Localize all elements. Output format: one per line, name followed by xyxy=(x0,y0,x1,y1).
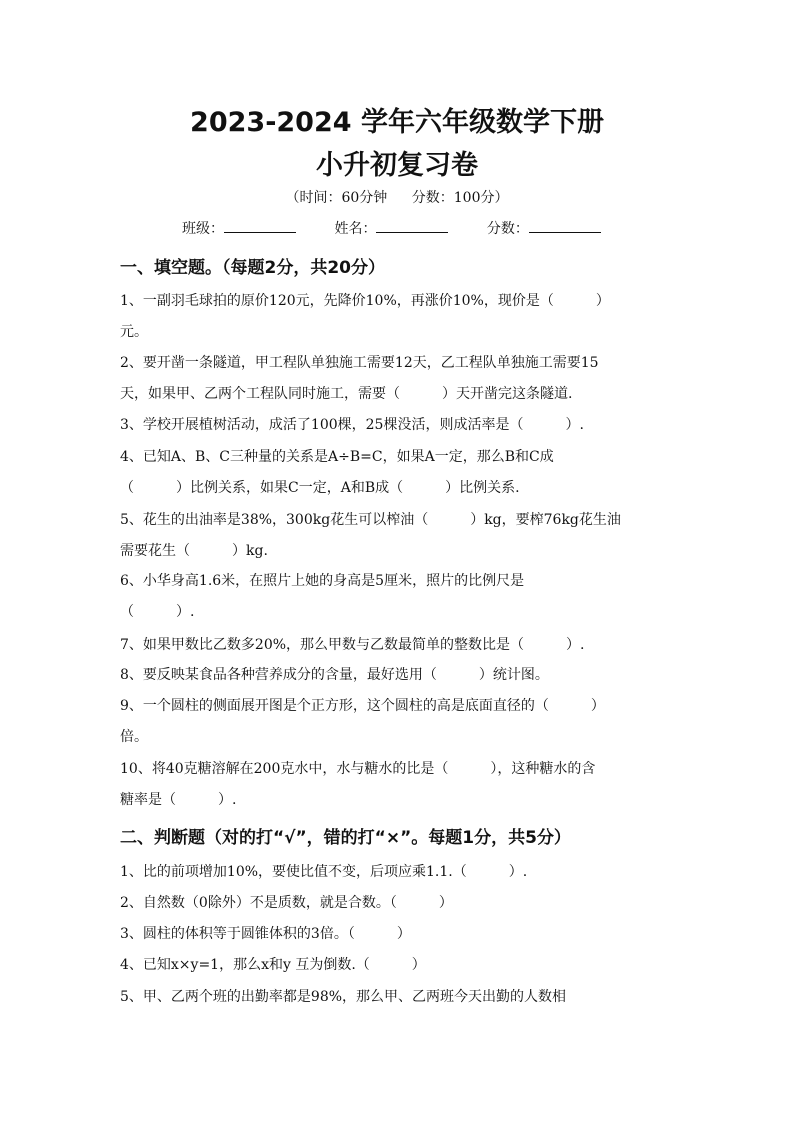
question-line: 10、将40克糖溶解在200克水中，水与糖水的比是（ ），这种糖水的含 xyxy=(120,761,596,777)
question-line: 6、小华身高1.6米，在照片上她的身高是5厘米，照片的比例尺是 xyxy=(120,573,525,589)
exam-title: 2023-2024 学年六年级数学下册 xyxy=(190,107,604,138)
question-line: 7、如果甲数比乙数多20%，那么甲数与乙数最简单的整数比是（ ）. xyxy=(120,637,585,653)
name-blank[interactable] xyxy=(376,218,448,233)
question-line: 需要花生（ ）kg. xyxy=(120,543,268,559)
score-blank[interactable] xyxy=(529,218,601,233)
question-line: 5、花生的出油率是38%，300kg花生可以榨油（ ）kg，要榨76kg花生油 xyxy=(120,512,621,528)
question-line: 2、自然数（0除外）不是质数，就是合数。（ ） xyxy=(120,895,453,911)
exam-subtitle: 小升初复习卷 xyxy=(316,150,478,181)
class-blank[interactable] xyxy=(224,218,296,233)
section1-heading: 一、填空题。（每题2分，共20分） xyxy=(120,258,385,278)
question-line: 倍。 xyxy=(120,729,148,745)
question-line: （ ）比例关系，如果C一定，A和B成（ ）比例关系. xyxy=(120,480,520,496)
question-line: 糖率是（ ）. xyxy=(120,792,237,808)
question-line: （ ）. xyxy=(120,604,195,620)
exam-total-score: 分数：100分） xyxy=(411,190,509,206)
exam-time: （时间：60分钟 xyxy=(285,190,388,206)
question-line: 9、一个圆柱的侧面展开图是个正方形，这个圆柱的高是底面直径的（ ） xyxy=(120,698,605,714)
question-line: 3、学校开展植树活动，成活了100棵，25棵没活，则成活率是（ ）. xyxy=(120,417,584,433)
section2-heading: 二、判断题（对的打“√”，错的打“×”。每题1分，共5分） xyxy=(120,828,571,848)
question-line: 4、已知x×y=1，那么x和y 互为倒数.（ ） xyxy=(120,957,426,973)
class-label: 班级： xyxy=(182,221,224,237)
score-label: 分数： xyxy=(486,221,529,237)
question-line: 1、一副羽毛球拍的原价120元，先降价10%，再涨价10%，现价是（ ） xyxy=(120,293,610,309)
question-line: 天，如果甲、乙两个工程队同时施工，需要（ ）天开凿完这条隧道. xyxy=(120,386,573,402)
question-line: 5、甲、乙两个班的出勤率都是98%，那么甲、乙两班今天出勤的人数相 xyxy=(120,989,567,1005)
question-line: 2、要开凿一条隧道，甲工程队单独施工需要12天，乙工程队单独施工需要15 xyxy=(120,355,599,371)
question-line: 4、已知A、B、C三种量的关系是A÷B=C，如果A一定，那么B和C成 xyxy=(120,449,554,465)
student-info-line xyxy=(182,218,635,238)
question-line: 元。 xyxy=(120,324,148,340)
name-label: 姓名： xyxy=(334,221,377,237)
exam-meta xyxy=(0,187,794,207)
question-line: 8、要反映某食品各种营养成分的含量，最好选用（ ）统计图。 xyxy=(120,667,549,683)
question-line: 1、比的前项增加10%，要使比值不变，后项应乘1.1.（ ）. xyxy=(120,864,528,880)
question-line: 3、圆柱的体积等于圆锥体积的3倍。（ ） xyxy=(120,926,411,942)
